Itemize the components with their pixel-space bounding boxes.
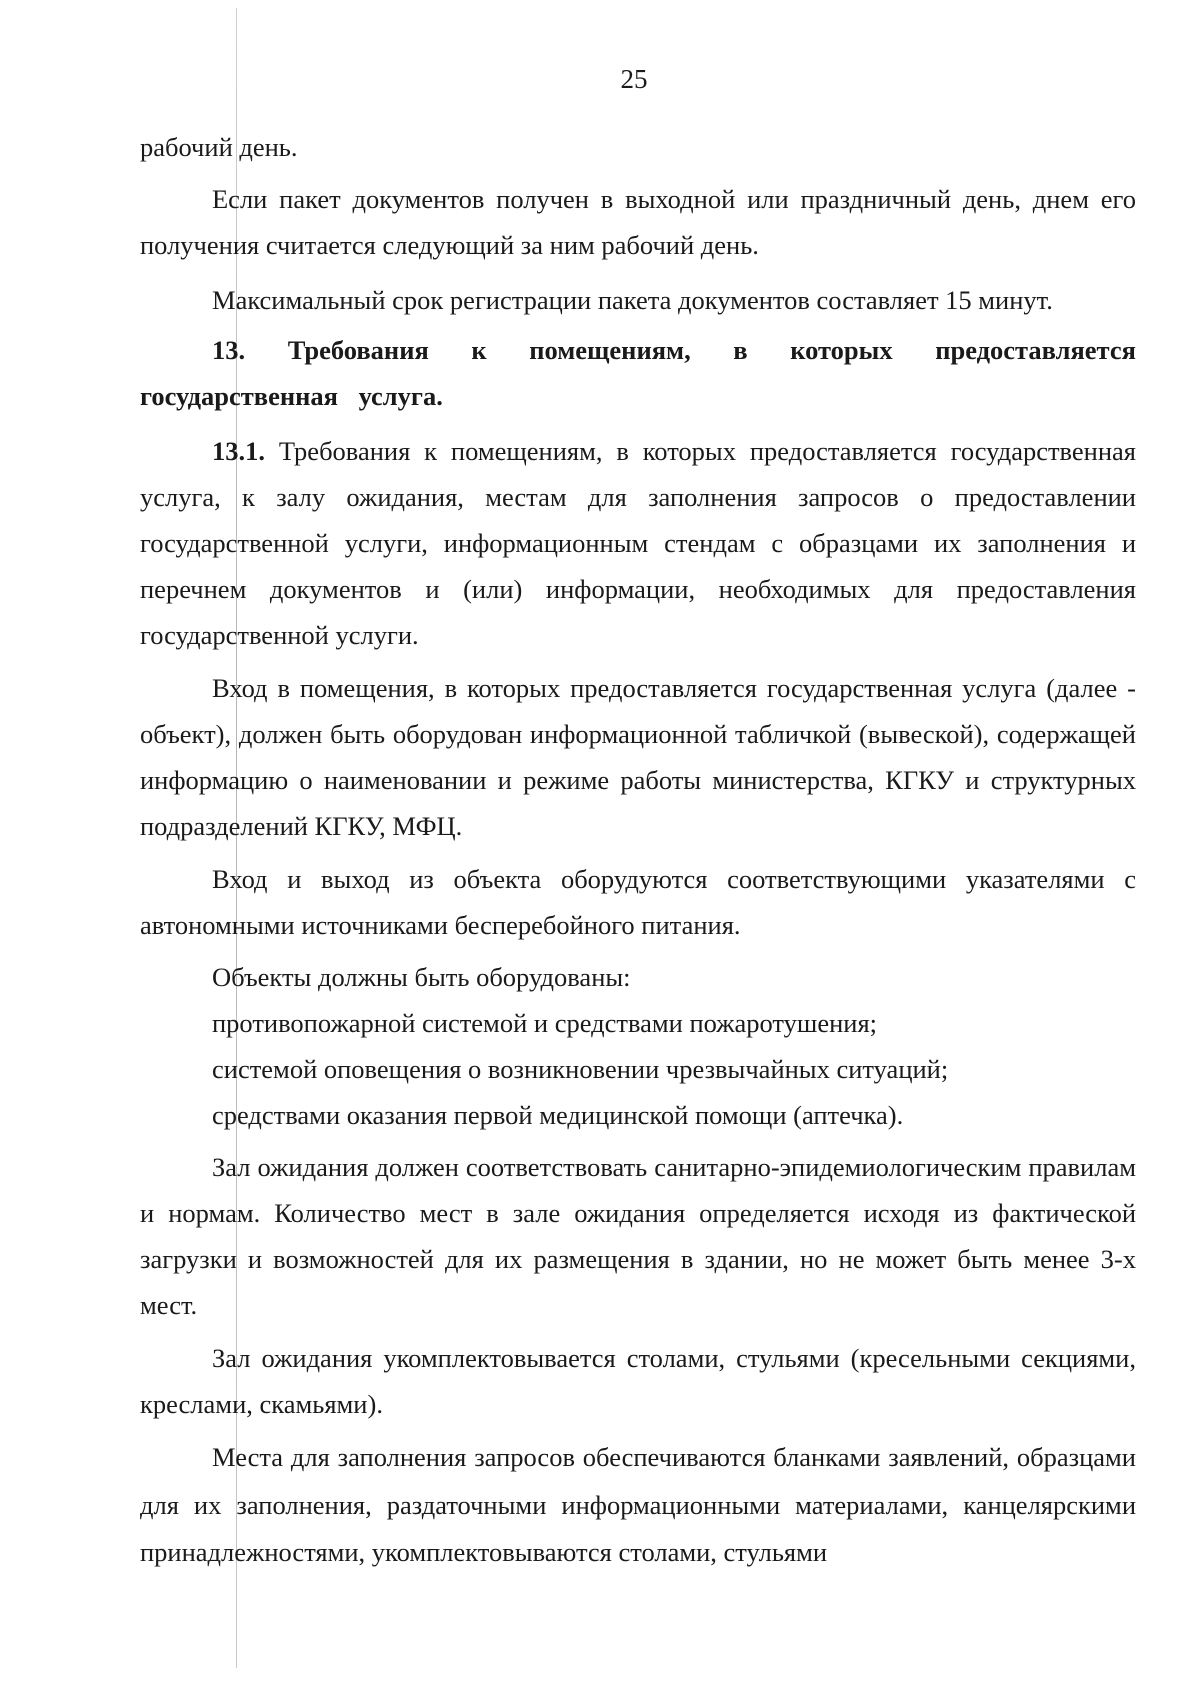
paragraph-continuation: рабочий день. bbox=[140, 132, 298, 162]
paragraph-equipment-intro: Объекты должны быть оборудованы: bbox=[212, 962, 631, 992]
paragraph-entrance-sign: Вход в помещения, в которых предоставляется государственная услуга (далее - объект), должен быть оборудован информационной табличкой (вывеской), содержащей информацию о наименовании и режиме работы министерства, КГКУ и структурных подразделений КГКУ, МФЦ. bbox=[140, 673, 1136, 841]
paragraph-waiting-hall-norms: Зал ожидания должен соответствовать санитарно-эпидемиологическим правилам и нормам. Количество мест в зале ожидания определяется исходя из фактической загрузки и возможностей для их размещения в здании, но не может быть менее 3-х мест. bbox=[140, 1152, 1136, 1320]
clause-number: 13.1. bbox=[212, 436, 265, 466]
paragraph-entrance-exit: Вход и выход из объекта оборудуются соответствующими указателями с автономными источниками бесперебойного питания. bbox=[140, 864, 1136, 940]
paragraph-13-1 bbox=[140, 428, 1136, 658]
page-body bbox=[140, 124, 1136, 1577]
paragraph-request-places: Места для заполнения запросов обеспечиваются бланками заявлений, образцами для их заполнения, раздаточными информационными материалами, канцелярскими принадлежностями, укомплектовываются столами, стульями bbox=[140, 1442, 1136, 1567]
list-item: противопожарной системой и средствами пожаротушения; bbox=[212, 1008, 877, 1038]
paragraph-waiting-hall-furniture: Зал ожидания укомплектовывается столами, стульями (кресельными секциями, креслами, скамьями). bbox=[140, 1343, 1136, 1419]
list-item: средствами оказания первой медицинской помощи (аптечка). bbox=[212, 1100, 904, 1130]
clause-text: Требования к помещениям, в которых предоставляется государственная услуга, к залу ожидания, местам для заполнения запросов о предоставлении государственной услуги, информационным стендам с образцами их заполнения и перечнем документов и (или) информации, необходимых для предоставления государственной услуги. bbox=[140, 436, 1136, 650]
paragraph-registration-time: Максимальный срок регистрации пакета документов составляет 15 минут. bbox=[212, 285, 1053, 315]
list-item: системой оповещения о возникновении чрезвычайных ситуаций; bbox=[212, 1054, 949, 1084]
page-number: 25 bbox=[620, 64, 648, 94]
section-heading-13: 13. Требования к помещениям, в которых предоставляется государственная услуга. bbox=[140, 335, 1136, 411]
paragraph-weekend-receipt: Если пакет документов получен в выходной или праздничный день, днем его получения считается следующий за ним рабочий день. bbox=[140, 184, 1136, 260]
